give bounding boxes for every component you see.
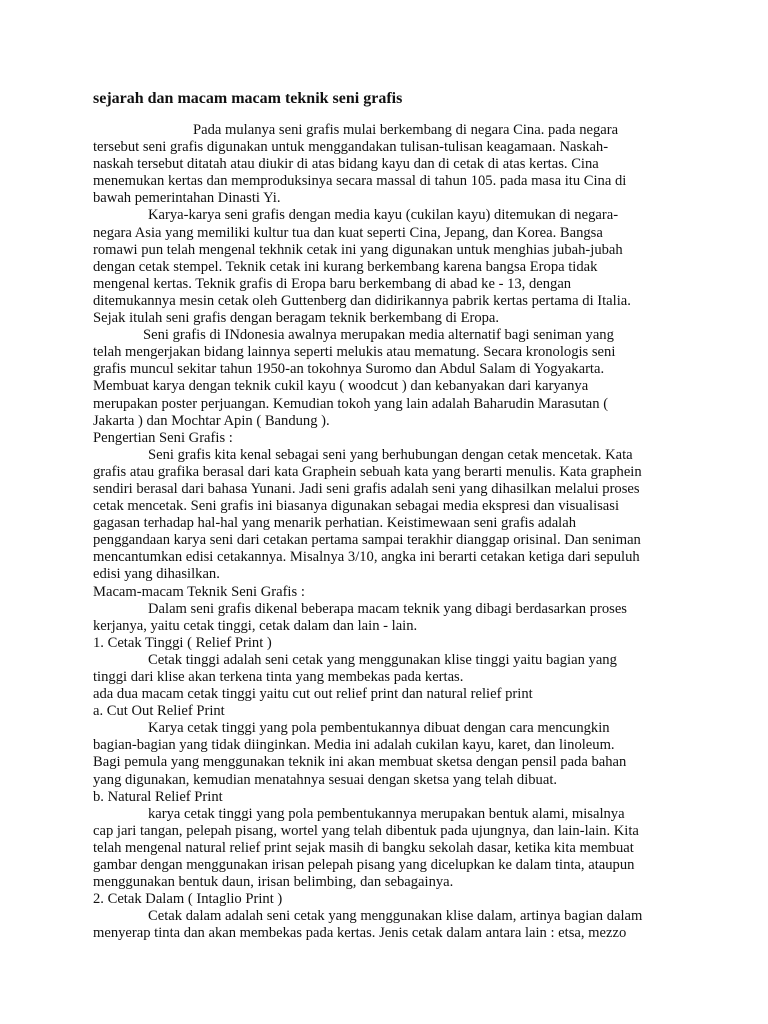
document-line: romawi pun telah mengenal tekhnik cetak ini yang digunakan untuk menghias jubah-jubah — [93, 241, 623, 258]
document-line: grafis muncul sekitar tahun 1950-an tokohnya Suromo dan Abdul Salam di Yogyakarta. — [93, 361, 605, 378]
document-line: sendiri berasal dari bahasa Yunani. Jadi seni grafis adalah seni yang dihasilkan melalui proses — [93, 480, 640, 497]
document-line: Pengertian Seni Grafis : — [93, 429, 233, 446]
document-line: cetak mencetak. Seni grafis ini biasanya digunakan sebagai media ekspresi dan visualisasi — [93, 498, 620, 515]
document-line: Pada mulanya seni grafis mulai berkembang di negara Cina. pada negara — [193, 122, 619, 138]
document-line: edisi yang dihasilkan. — [93, 566, 220, 583]
document-line: Seni grafis di INdonesia awalnya merupakan media alternatif bagi seniman yang — [143, 327, 614, 344]
document-line: karya cetak tinggi yang pola pembentukannya merupakan bentuk alami, misalnya — [148, 805, 625, 822]
document-line: cap jari tangan, pelepah pisang, wortel yang telah dibentuk pada ujungnya, dan lain-lain. Kita — [93, 822, 639, 839]
document-line: menggunakan bentuk daun, irisan belimbing, dan sebagainya. — [93, 874, 454, 891]
document-line: merupakan poster perjuangan. Kemudian tokoh yang lain adalah Baharudin Marasutan ( — [93, 395, 609, 412]
document-line: Jakarta ) dan Mochtar Apin ( Bandung ). — [93, 412, 330, 429]
document-line: gagasan terhadap hal-hal yang menarik perhatian. Keistimewaan seni grafis adalah — [93, 515, 577, 532]
document-line: Dalam seni grafis dikenal beberapa macam teknik yang dibagi berdasarkan proses — [148, 600, 627, 617]
document-line: dengan cetak stempel. Teknik cetak ini kurang berkembang karena bangsa Eropa tidak — [93, 258, 598, 275]
document-line: 1. Cetak Tinggi ( Relief Print ) — [93, 634, 272, 651]
document-line: Seni grafis kita kenal sebagai seni yang berhubungan dengan cetak mencetak. Kata — [148, 446, 633, 463]
document-line: menemukan kertas dan memproduksinya secara massal di tahun 105. pada masa itu Cina di — [93, 173, 627, 190]
document-line: Cetak dalam adalah seni cetak yang menggunakan klise dalam, artinya bagian dalam — [148, 908, 643, 925]
document-line: Macam-macam Teknik Seni Grafis : — [93, 583, 305, 600]
document-line: telah mengerjakan bidang lainnya seperti melukis atau mematung. Secara kronologis seni — [93, 344, 616, 361]
document-line: bagian-bagian yang tidak diinginkan. Media ini adalah cukilan kayu, karet, dan linoleum. — [93, 737, 615, 754]
document-line: naskah tersebut ditatah atau diukir di atas bidang kayu dan di cetak di atas kertas. Cina — [93, 156, 599, 173]
document-body — [93, 122, 683, 943]
document-title: sejarah dan macam macam teknik seni grafis — [93, 90, 403, 107]
document-line: b. Natural Relief Print — [93, 788, 223, 805]
document-line: telah mengenal natural relief print sejak masih di bangku sekolah dasar, ketika kita membuat — [93, 839, 634, 856]
document-line: Sejak itulah seni grafis dengan beragam teknik berkembang di Eropa. — [93, 310, 500, 327]
document-line: tinggi dari klise akan terkena tinta yang membekas pada kertas. — [93, 669, 464, 685]
document-line: Karya cetak tinggi yang pola pembentukannya dibuat dengan cara mencungkin — [148, 720, 610, 737]
document-line: grafis atau grafika berasal dari kata Graphein sebuah kata yang berarti menulis. Kata graphein — [93, 463, 642, 480]
document-line: menyerap tinta dan akan membekas pada kertas. Jenis cetak dalam antara lain : etsa, mezzo — [93, 925, 627, 942]
document-line: ditemukannya mesin cetak oleh Guttenberg dan didirikannya pabrik kertas pertama di Italia. — [93, 292, 631, 309]
document-line: 2. Cetak Dalam ( Intaglio Print ) — [93, 891, 283, 908]
document-line: Cetak tinggi adalah seni cetak yang menggunakan klise tinggi yaitu bagian yang — [148, 651, 617, 668]
document-line: kerjanya, yaitu cetak tinggi, cetak dalam dan lain - lain. — [93, 617, 418, 634]
document-line: a. Cut Out Relief Print — [93, 703, 225, 720]
document-line: mencantumkan edisi cetakannya. Misalnya 3/10, angka ini berarti cetakan ketiga dari sepuluh — [93, 549, 640, 566]
document-line: penggandaan karya seni dari cetakan pertama sampai terakhir dianggap orisinal. Dan seniman — [93, 532, 641, 549]
document-line: bawah pemerintahan Dinasti Yi. — [93, 190, 281, 207]
document-line: tersebut seni grafis digunakan untuk menggandakan tulisan-tulisan keagamaan. Naskah- — [93, 139, 609, 156]
document-line: ada dua macam cetak tinggi yaitu cut out relief print dan natural relief print — [93, 686, 533, 703]
document-line: negara Asia yang memiliki kultur tua dan kuat seperti Cina, Jepang, dan Korea. Bangsa — [93, 224, 603, 241]
document-line: mengenal kertas. Teknik grafis di Eropa baru berkembang di abad ke - 13, dengan — [93, 275, 572, 292]
document-line: yang digunakan, kemudian menatahnya sesuai dengan sketsa yang telah dibuat. — [93, 771, 558, 788]
document-line: Bagi pemula yang menggunakan teknik ini akan membuat sketsa dengan pensil pada bahan — [93, 754, 627, 771]
document-line: gambar dengan menggunakan irisan pelepah pisang yang dicelupkan ke dalam tinta, ataupun — [93, 857, 635, 874]
document-line: Membuat karya dengan teknik cukil kayu ( woodcut ) dan kebanyakan dari karyanya — [93, 378, 589, 395]
document-line: Karya-karya seni grafis dengan media kayu (cukilan kayu) ditemukan di negara- — [148, 207, 619, 224]
